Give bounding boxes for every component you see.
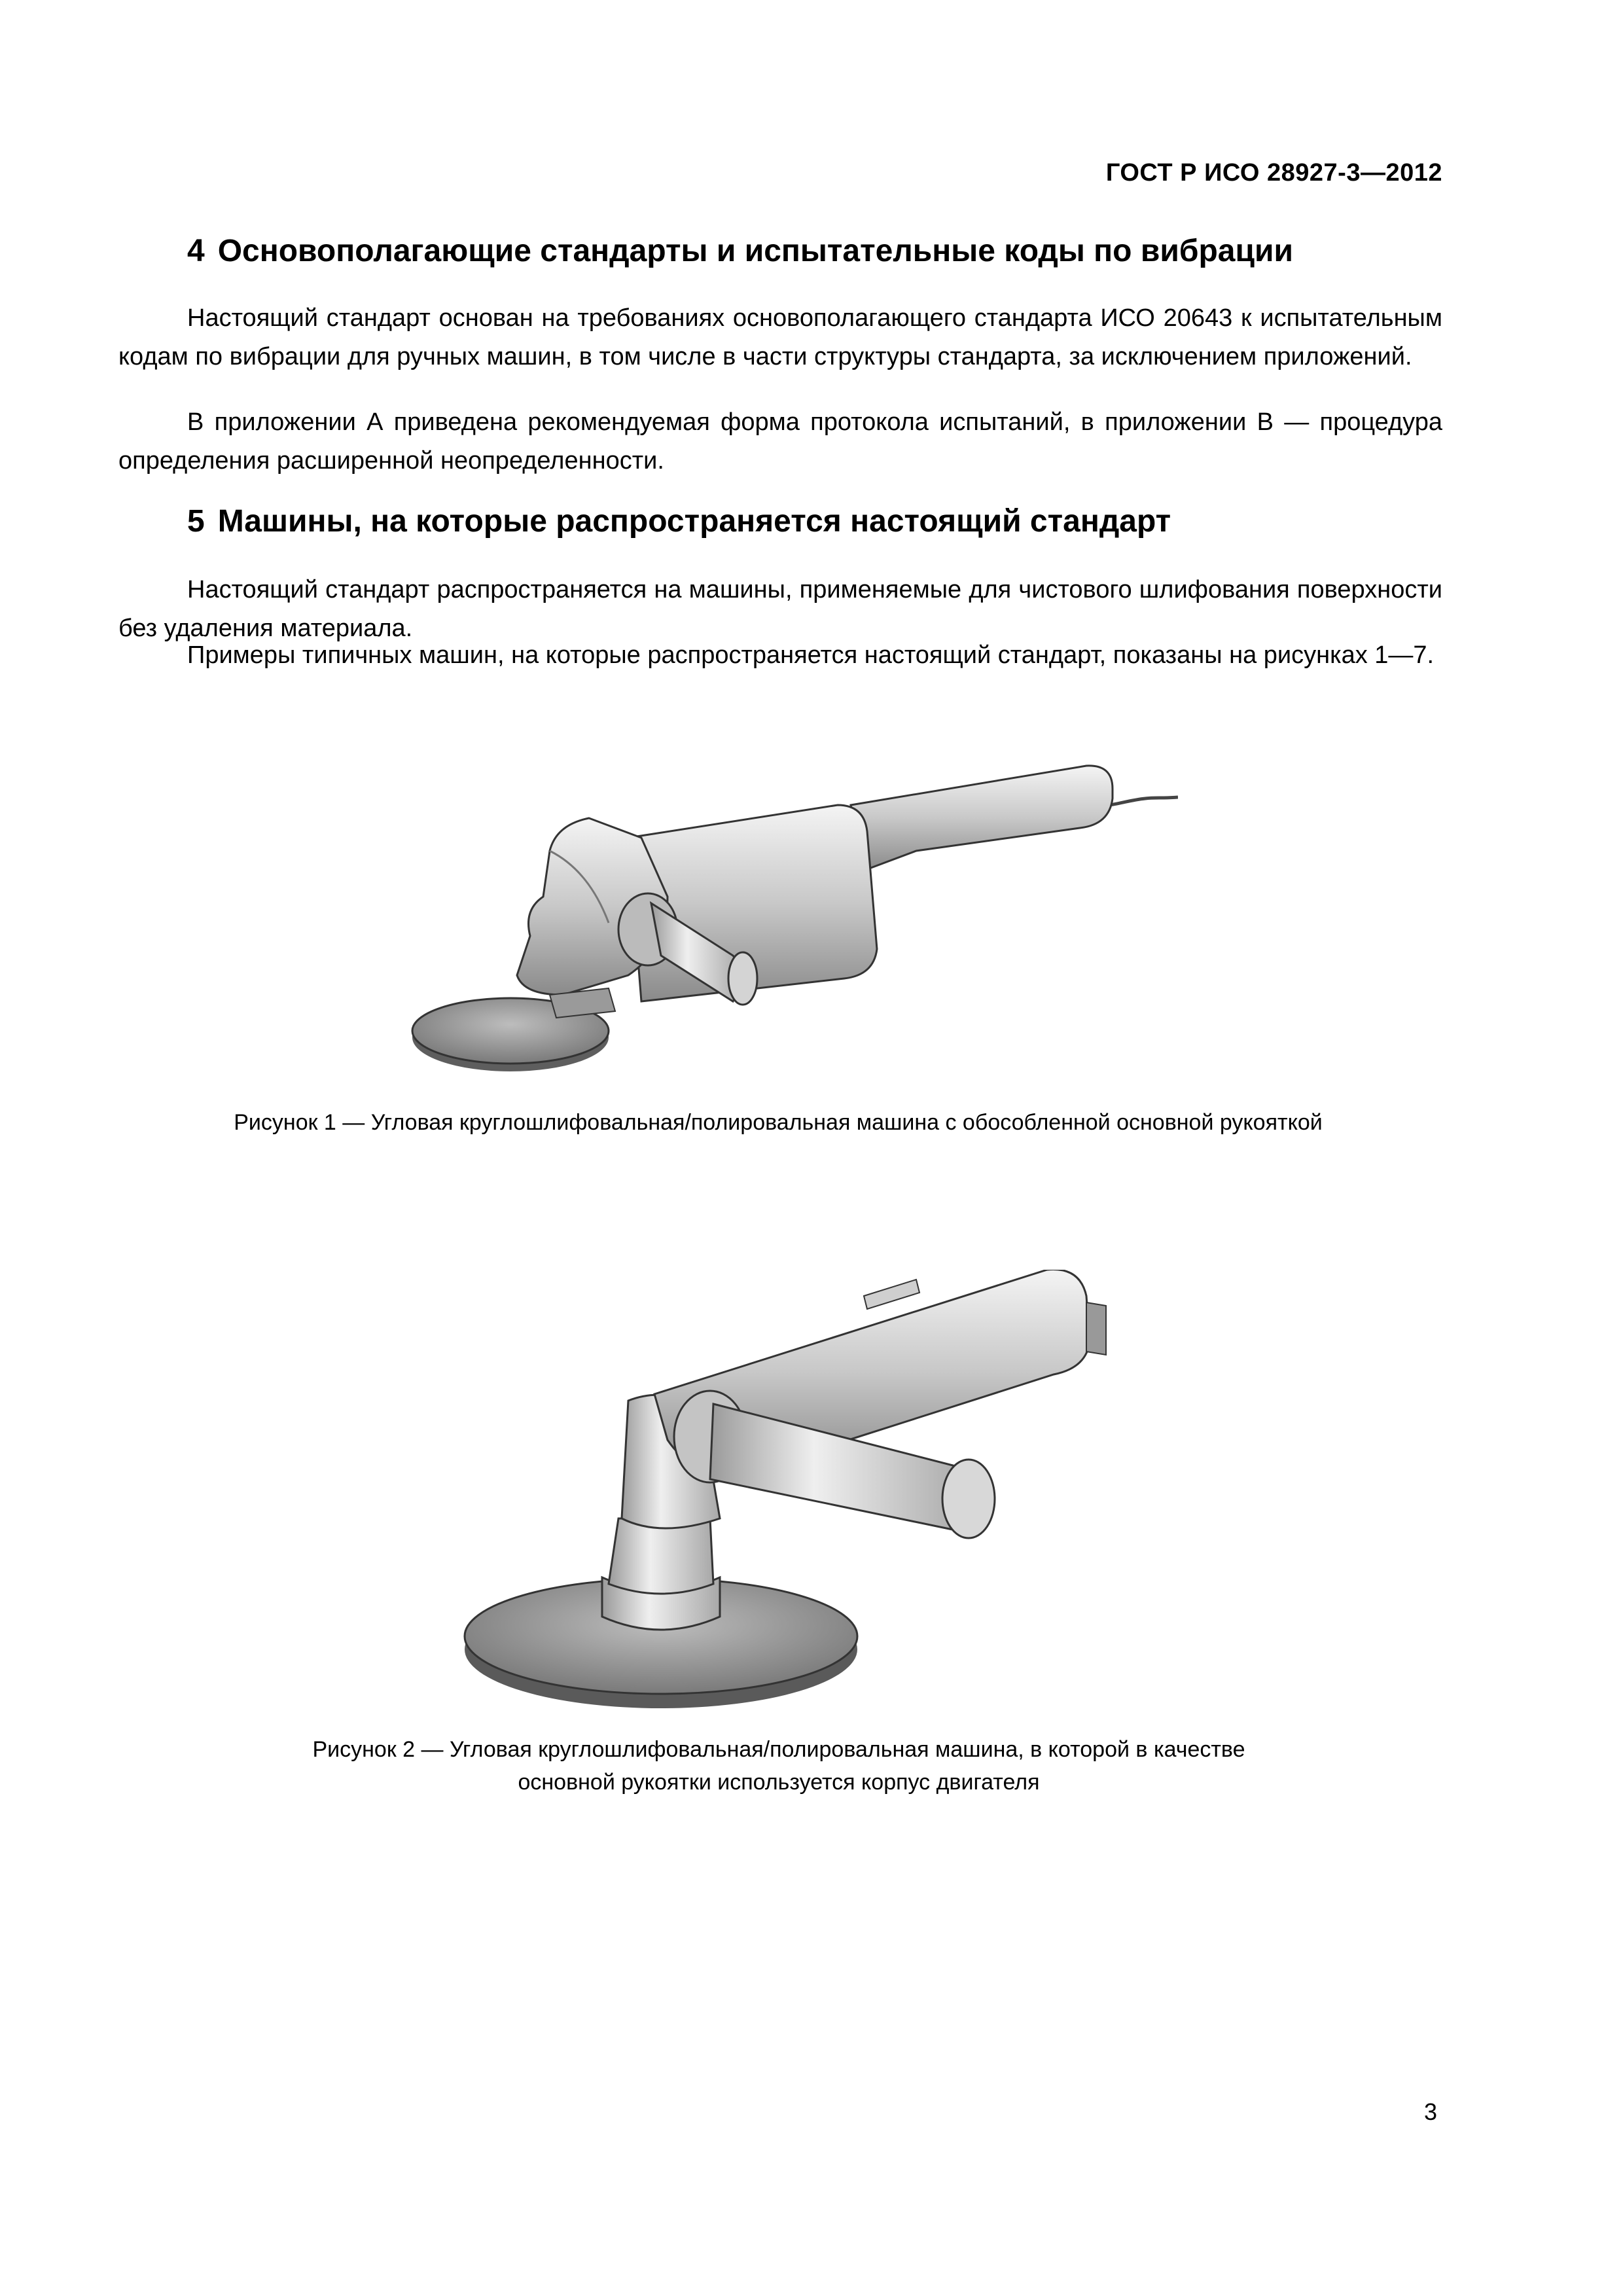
standard-code: ГОСТ Р ИСО 28927-3—2012 bbox=[1105, 159, 1442, 187]
section-number: 5 bbox=[187, 504, 205, 539]
paragraph: Настоящий стандарт распространяется на машины, применяемые для чистового шлифования поверхности без удаления материала. bbox=[118, 576, 1442, 642]
section-title: Машины, на которые распространяется настоящий стандарт bbox=[217, 504, 1171, 539]
page-number: 3 bbox=[1423, 2098, 1437, 2125]
section-title: Основополагающие стандарты и испытательные коды по вибрации bbox=[217, 234, 1294, 268]
figure-1-caption: Рисунок 1 — Угловая круглошлифовальная/полировальная машина с обособленной основной рукояткой bbox=[234, 1110, 1323, 1135]
paragraph: В приложении А приведена рекомендуемая форма протокола испытаний, в приложении В — процедура определения расширенной неопределенности. bbox=[118, 408, 1442, 475]
figure-1-angle-polisher-illustration bbox=[393, 753, 1178, 1093]
paragraph: Примеры типичных машин, на которые распространяется настоящий стандарт, показаны на рисунках 1—7. bbox=[187, 641, 1435, 669]
section-5-heading bbox=[187, 503, 1171, 539]
section-4-heading bbox=[187, 233, 1293, 269]
figure-2-caption: Рисунок 2 — Угловая круглошлифовальная/полировальная машина, в которой в качестве основной рукоятки используется корпус двигателя bbox=[312, 1737, 1245, 1795]
paragraph: Настоящий стандарт основан на требованиях основополагающего стандарта ИСО 20643 к испытательным кодам по вибрации для ручных машин, в том числе в части структуры стандарта, за исключением приложений. bbox=[118, 304, 1442, 370]
figure-2-angle-polisher-illustration bbox=[458, 1270, 1178, 1715]
section-number: 4 bbox=[187, 234, 205, 268]
